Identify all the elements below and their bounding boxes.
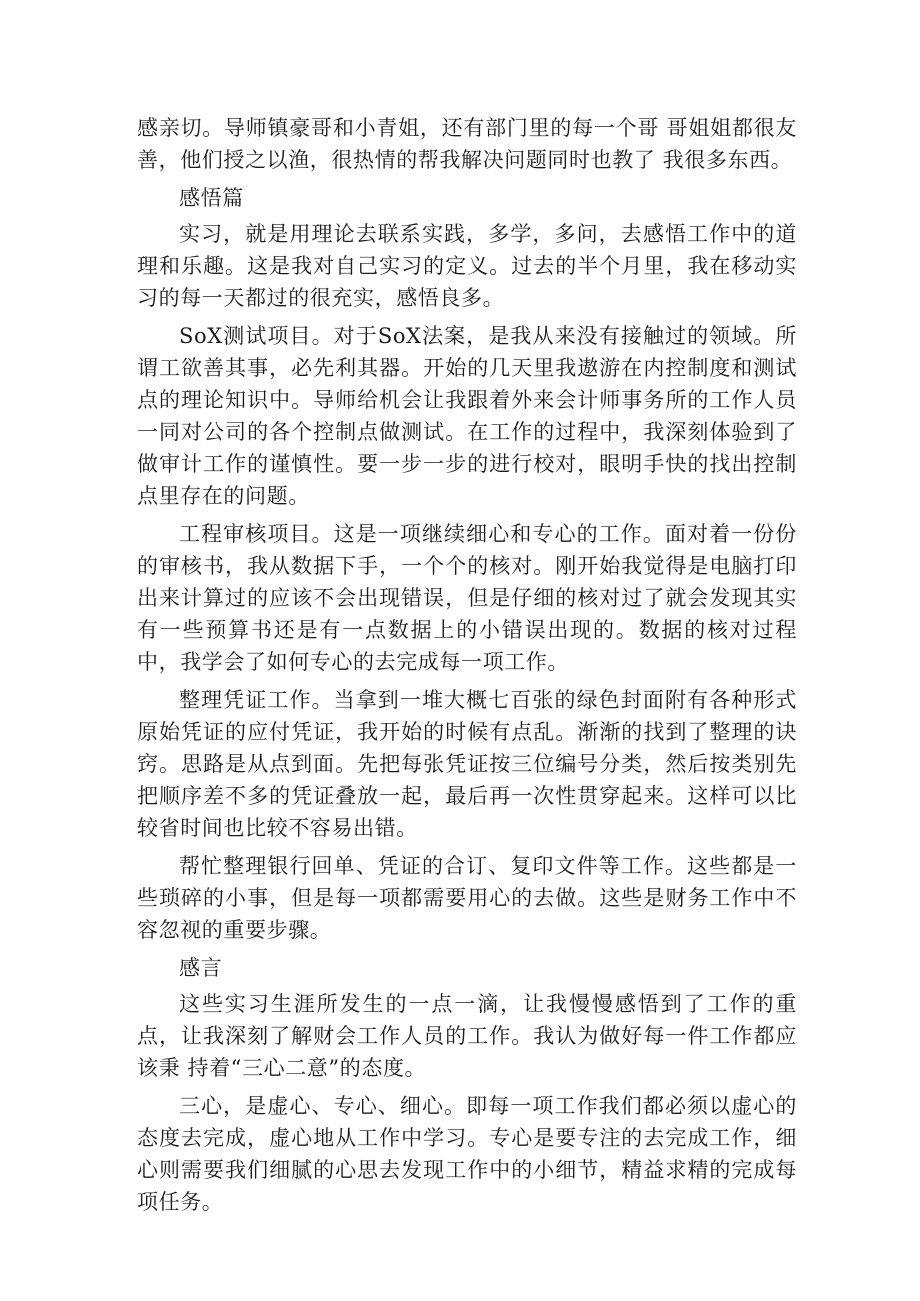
paragraph-voucher-sorting: 整理凭证工作。当拿到一堆大概七百张的绿色封面附有各种形式 原始凭证的应付凭证，我开始的时候有点乱。渐渐的找到了整理的诀 窍。思路是从点到面。先把每张凭证按三位编号分类，然后按类别先 把顺序差不多的凭证叠放一起，最后再一次性贯穿起来。这样可以比 较省时间也比较不容易出错。 <box>137 688 797 840</box>
section-heading-insights: 感悟篇 <box>179 186 244 210</box>
paragraph-bank-receipts: 帮忙整理银行回单、凭证的合订、复印文件等工作。这些都是一 些琐碎的小事，但是每一项都需要用心的去做。这些是财务工作中不 容忽视的重要步骤。 <box>137 854 797 942</box>
paragraph-three-minds: 三心，是虚心、专心、细心。即每一项工作我们都必须以虚心的 态度去完成，虚心地从工作中学习。专心是要专注的去完成工作，细 心则需要我们细腻的心思去发现工作中的小细节，精益求精的完成每 项任务。 <box>137 1094 797 1214</box>
paragraph-sox-project: SoX测试项目。对于SoX法案，是我从来没有接触过的领域。所 谓工欲善其事，必先利其器。开始的几天里我遨游在内控制度和测试 点的理论知识中。导师给机会让我跟着外来会计师事务所的工作人员 一同对公司的各个控制点做测试。在工作的过程中，我深刻体验到了 做审计工作的谨慎性。要一步一步的进行校对，眼明手快的找出控制 点里存在的问题。 <box>137 324 797 508</box>
section-heading-reflections: 感言 <box>179 956 223 980</box>
paragraph-continuation: 感亲切。导师镇豪哥和小青姐，还有部门里的每一个哥 哥姐姐都很友善，他们授之以渔，很热情的帮我解决问题同时也教了 我很多东西。 <box>137 116 797 172</box>
paragraph-attitude: 这些实习生涯所发生的一点一滴，让我慢慢感悟到了工作的重点，让我深刻了解财会工作人员的工作。我认为做好每一件工作都应该秉 持着“三心二意”的态度。 <box>137 992 797 1080</box>
paragraph-engineering-audit: 工程审核项目。这是一项继续细心和专心的工作。面对着一份份 的审核书，我从数据下手，一个个的核对。刚开始我觉得是电脑打印 出来计算过的应该不会出现错误，但是仔细的核对过了就会发现其实 有一些预算书还是有一点数据上的小错误出现的。数据的核对过程中，我学会了如何专心的去完成每一项工作。 <box>137 522 797 674</box>
document-body <box>137 112 797 1224</box>
paragraph-internship-definition: 实习，就是用理论去联系实践，多学，多问，去感悟工作中的道 理和乐趣。这是我对自己实习的定义。过去的半个月里，我在移动实 习的每一天都过的很充实，感悟良多。 <box>137 222 797 310</box>
